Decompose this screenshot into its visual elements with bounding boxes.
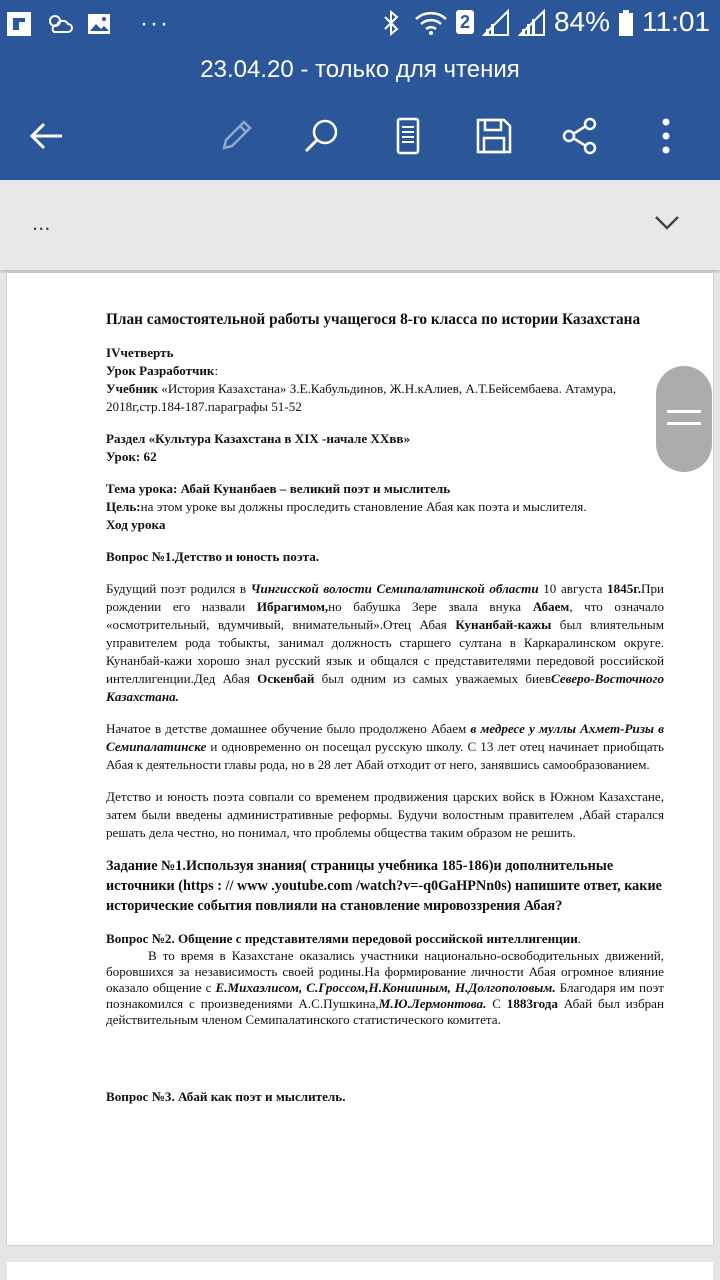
sim-badge: 2: [456, 10, 474, 34]
text-run: Ибрагимом,: [256, 599, 329, 614]
search-icon: [302, 116, 342, 156]
text-run: При рождении его назвали: [106, 581, 664, 614]
more-vertical-icon: [646, 116, 686, 156]
text-run: Чингисской волости Семипалатинской области: [250, 581, 539, 596]
flipboard-icon: [6, 11, 32, 37]
document-page[interactable]: [7, 273, 713, 1245]
text-run: С: [486, 996, 507, 1011]
textbook-label: Учебник: [106, 381, 158, 396]
text-run: 1883года: [506, 996, 558, 1011]
search-button[interactable]: [298, 112, 346, 160]
text-run: был одним из самых уважаемых биев: [314, 671, 552, 686]
lesson-developer-label: Урок Разработчик: [106, 363, 215, 378]
doc-title: План самостоятельной работы учащегося 8-го класса по истории Казахстана: [106, 311, 641, 328]
question-2-line: [106, 930, 664, 948]
text-run: в медресе у муллы Ахмет-Ризы в Семипалатинске: [106, 721, 664, 754]
question-2: Вопрос №2. Общение с представителями передовой российской интеллигенции: [106, 931, 578, 946]
text-run: и одновременно он посещал русскую школу. С 13 лет отец начинает приобщать Абая к деятельности главы рода, но в 28 лет Абай отходит от него, занявшись самообразованием.: [106, 739, 664, 772]
lesson-number: Урок: 62: [106, 449, 157, 464]
gallery-icon: [86, 11, 112, 37]
edit-pencil-icon: [216, 116, 256, 156]
back-arrow-icon: [26, 116, 66, 156]
edit-button[interactable]: [212, 112, 260, 160]
question-1: Вопрос №1.Детство и юность поэта.: [106, 549, 320, 564]
text-run: , что означало «осмотрительный, вдумчивый, внимательный».Отец Абая: [106, 599, 664, 632]
text-run: но бабушка Зере звала внука: [328, 599, 533, 614]
more-options-button[interactable]: [642, 112, 690, 160]
status-bar: [0, 0, 720, 50]
bluetooth-icon: [380, 9, 406, 35]
ribbon-more-button[interactable]: ...: [32, 210, 51, 235]
next-page: [7, 1262, 713, 1280]
text-run: В то время в Казахстане оказались участники национально-освободительных движений, боровшихся за независимость своей родины.На формирование личности Абая огромное влияние оказало общение с: [106, 948, 664, 995]
section: Раздел «Культура Казахстана в XIX -начале XXвв»: [106, 431, 411, 446]
text-run: Кунанбай-кажы: [455, 617, 552, 632]
wifi-icon: [414, 9, 448, 35]
question-2-dot: .: [577, 931, 582, 946]
goal-line: [106, 498, 664, 516]
text-run: Абай был избран действительным членом Семипалатинского статистического комитета.: [106, 996, 664, 1027]
paragraph-4: [106, 948, 664, 1028]
share-icon: [560, 116, 600, 156]
text-run: 1845г.: [607, 581, 641, 596]
text-run: был влиятельным управителем рода тобыкты, занимал должность старшего султана в Каркаралинском округе. Кунанбай-кажи хорошо знал русский язык и общался с представителями передовой российской интеллигенции.Дед Абая: [106, 617, 664, 686]
text-run: Благодаря им поэт познакомился с произведениями А.С.Пушкина,: [106, 980, 664, 1011]
goal-label: Цель:: [106, 499, 141, 514]
lesson-progress: Ход урока: [106, 517, 166, 532]
text-run: Северо-Восточного Казахстана.: [106, 671, 664, 704]
text-run: Абаем: [532, 599, 570, 614]
battery-percent: 84%: [553, 6, 610, 37]
document-body: [106, 309, 664, 1106]
mobile-view-icon: [388, 116, 428, 156]
expand-ribbon-button[interactable]: [654, 214, 680, 237]
document-title: 23.04.20 - только для чтения: [200, 56, 520, 83]
question-3: Вопрос №3. Абай как поэт и мыслитель.: [106, 1089, 346, 1104]
save-icon: [474, 116, 514, 156]
textbook-line: [106, 380, 664, 416]
lesson-topic: Тема урока: Абай Кунанбаев – великий поэт и мыслитель: [106, 481, 451, 496]
textbook-text: «История Казахстана» З.Е.Кабульдинов, Ж.Н.кАлиев, А.Т.Бейсембаева. Атамура, 2018г,стр.184-187.параграфы 51-52: [106, 381, 617, 414]
app-bar: [0, 50, 720, 180]
save-button[interactable]: [470, 112, 518, 160]
quarter: IVчетверть: [106, 345, 174, 360]
signal-icon: [518, 9, 546, 35]
chevron-down-icon: [654, 214, 680, 232]
goal-text: на этом уроке вы должны проследить становление Абая как поэта и мыслителя.: [140, 499, 587, 514]
signal-icon: [482, 9, 510, 35]
text-run: Будущий поэт родился в: [106, 581, 251, 596]
weather-icon: [46, 11, 72, 37]
more-notifications-icon: ···: [140, 10, 170, 37]
text-run: Е.Михаэлисом, С.Гроссом,Н.Коншиным, Н.Долгополовым.: [215, 980, 556, 995]
text-run: Оскенбай: [257, 671, 315, 686]
lesson-developer-colon: :: [214, 363, 219, 378]
paragraph-2: [106, 720, 664, 774]
task-1: Задание №1.Используя знания( страницы учебника 185-186)и дополнительные источники (https : // www .youtube.com /watch?v=-q0GaHPNn0s) напишите ответ, какие исторические события повлияли на становление мировоззрения Абая?: [106, 858, 662, 914]
text-run: 10 августа: [538, 581, 608, 596]
clock: 11:01: [642, 6, 710, 37]
fast-scroll-handle[interactable]: [656, 366, 712, 472]
back-button[interactable]: [22, 112, 70, 160]
paragraph-1: [106, 580, 664, 706]
text-run: М.Ю.Лермонтова.: [378, 996, 487, 1011]
ribbon-bar: [0, 180, 720, 270]
text-run: Начатое в детстве домашнее обучение было продолжено Абаем: [106, 721, 471, 736]
paragraph-3: Детство и юность поэта совпали со временем продвижения царских войск в Южном Казахстане, затем были введены административные реформы. Будучи волостным правителем ,Абай старался решать дела честно, но понимал, что проблемы общества таким образом не решить.: [106, 789, 664, 840]
mobile-view-button[interactable]: [384, 112, 432, 160]
share-button[interactable]: [556, 112, 604, 160]
battery-icon: [618, 9, 634, 35]
